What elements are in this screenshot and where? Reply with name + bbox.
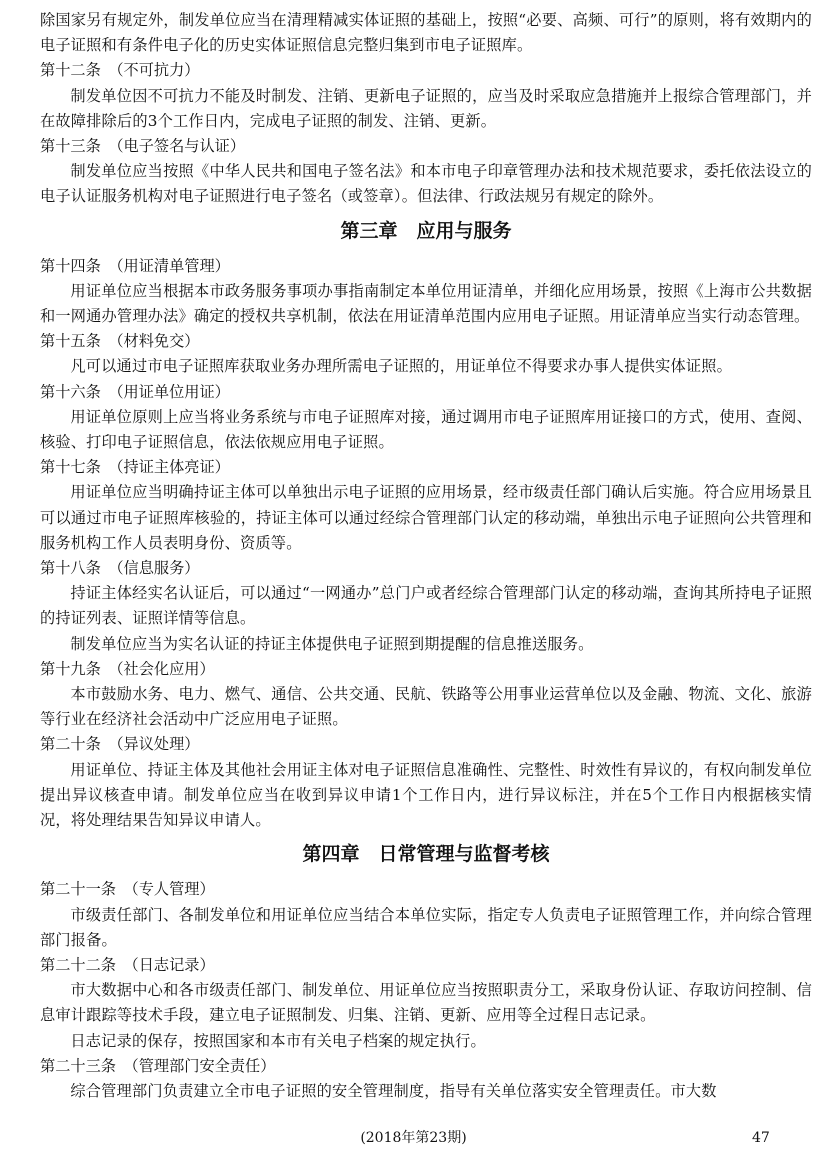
paragraph: 用证单位应当明确持证主体可以单独出示电子证照的应用场景，经市级责任部门确认后实施。符合应用场景且可以通过市电子证照库核验的，持证主体可以通过经综合管理部门认定的移动端，单独出示电子证照向公共管理和服务机构工作人员表明身份、资质等。 [40, 483, 812, 552]
paragraph: 制发单位因不可抗力不能及时制发、注销、更新电子证照的，应当及时采取应急措施并上报综合管理部门，并在故障排除后的3个工作日内，完成电子证照的制发、注销、更新。 [40, 86, 812, 130]
issue-label: (2018年第23期) [360, 1130, 467, 1146]
article-heading: 第十四条 （用证清单管理） [40, 256, 230, 275]
article-heading: 第十六条 （用证单位用证） [40, 382, 230, 401]
article-heading: 第十九条 （社会化应用） [40, 659, 215, 678]
article-heading: 第二十条 （异议处理） [40, 735, 200, 754]
article-heading: 第十三条 （电子签名与认证） [40, 137, 246, 156]
document-body [40, 8, 812, 1104]
paragraph: 用证单位原则上应当将业务系统与市电子证照库对接，通过调用市电子证照库用证接口的方式，使用、查阅、核验、打印电子证照信息，依法依规应用电子证照。 [40, 407, 812, 452]
paragraph: 持证主体经实名认证后，可以通过“一网通办”总门户或者经综合管理部门认定的移动端，查询其所持电子证照的持证列表、证照详情等信息。 [40, 584, 812, 628]
paragraph: 用证单位应当根据本市政务服务事项办事指南制定本单位用证清单，并细化应用场景，按照《上海市公共数据和一网通办管理办法》确定的授权共享机制，依法在用证清单范围内应用电子证照。用证清单应当实行动态管理。 [40, 281, 812, 326]
article-heading: 第十八条 （信息服务） [40, 559, 200, 578]
paragraph: 日志记录的保存，按照国家和本市有关电子档案的规定执行。 [70, 1031, 486, 1050]
chapter-heading: 第三章 应用与服务 [340, 219, 512, 242]
article-heading: 第十七条 （持证主体亮证） [40, 458, 230, 477]
article-heading: 第二十三条 （管理部门安全责任） [40, 1056, 276, 1075]
article-heading: 第二十二条 （日志记录） [40, 955, 215, 974]
paragraph: 综合管理部门负责建立全市电子证照的安全管理制度，指导有关单位落实安全管理责任。市大数 [70, 1081, 717, 1100]
article-heading: 第二十一条 （专人管理） [40, 880, 215, 899]
paragraph: 用证单位、持证主体及其他社会用证主体对电子证照信息准确性、完整性、时效性有异议的，有权向制发单位提出异议核查申请。制发单位应当在收到异议申请1个工作日内，进行异议标注，并在5个工作日内根据核实情况，将处理结果告知异议申请人。 [40, 760, 812, 830]
article-heading: 第十二条 （不可抗力） [40, 61, 200, 80]
chapter-heading: 第四章 日常管理与监督考核 [302, 843, 550, 866]
paragraph: 制发单位应当为实名认证的持证主体提供电子证照到期提醒的信息推送服务。 [70, 634, 594, 653]
paragraph: 凡可以通过市电子证照库获取业务办理所需电子证照的，用证单位不得要求办事人提供实体证照。 [70, 357, 733, 376]
paragraph: 市大数据中心和各市级责任部门、制发单位、用证单位应当按照职责分工，采取身份认证、存取访问控制、信息审计跟踪等技术手段，建立电子证照制发、归集、注销、更新、应用等全过程日志记录。 [40, 981, 812, 1025]
paragraph: 制发单位应当按照《中华人民共和国电子签名法》和本市电子印章管理办法和技术规范要求，委托依法设立的电子认证服务机构对电子证照进行电子签名（或签章）。但法律、行政法规另有规定的除外。 [40, 162, 812, 206]
article-heading: 第十五条 （材料免交） [40, 332, 200, 351]
paragraph: 除国家另有规定外，制发单位应当在清理精减实体证照的基础上，按照“必要、高频、可行”的原则，将有效期内的电子证照和有条件电子化的历史实体证照信息完整归集到市电子证照库。 [40, 11, 812, 55]
paragraph: 本市鼓励水务、电力、燃气、通信、公共交通、民航、铁路等公用事业运营单位以及金融、物流、文化、旅游等行业在经济社会活动中广泛应用电子证照。 [40, 685, 812, 729]
paragraph: 市级责任部门、各制发单位和用证单位应当结合本单位实际，指定专人负责电子证照管理工作，并向综合管理部门报备。 [40, 905, 812, 949]
page-number: 47 [752, 1130, 770, 1146]
